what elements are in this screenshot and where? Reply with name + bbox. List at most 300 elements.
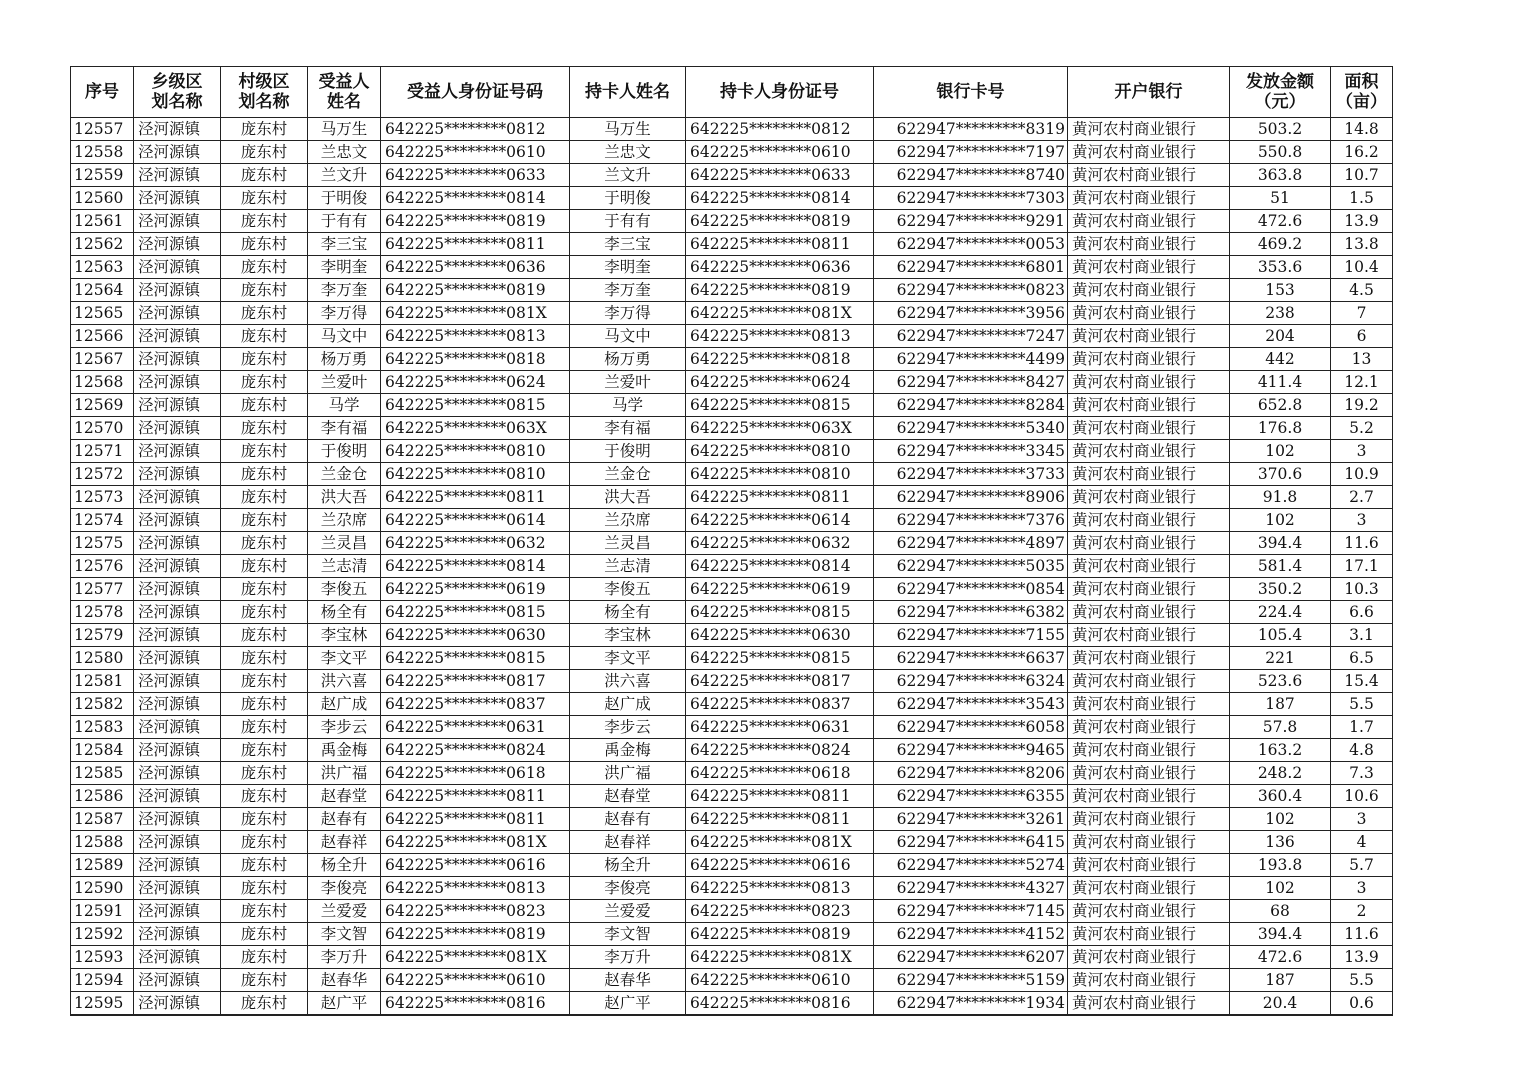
table-row xyxy=(71,532,1393,555)
cell-cardholder-id: 642225********0614 xyxy=(686,509,874,532)
cell-beneficiary: 兰金仓 xyxy=(308,463,381,486)
cell-cardholder: 兰爱叶 xyxy=(570,371,686,394)
cell-beneficiary-id: 642225********0818 xyxy=(381,348,570,371)
cell-cardholder-id: 642225********0811 xyxy=(686,808,874,831)
header-seq: 序号 xyxy=(71,67,134,118)
cell-cardholder-id: 642225********0616 xyxy=(686,854,874,877)
cell-card-number: 622947*********3956 xyxy=(874,302,1068,325)
cell-card-number: 622947*********6637 xyxy=(874,647,1068,670)
cell-cardholder-id: 642225********0815 xyxy=(686,647,874,670)
cell-beneficiary: 兰文升 xyxy=(308,164,381,187)
cell-bank: 黄河农村商业银行 xyxy=(1068,693,1230,716)
cell-beneficiary: 李万奎 xyxy=(308,279,381,302)
cell-beneficiary-id: 642225********0636 xyxy=(381,256,570,279)
cell-town: 泾河源镇 xyxy=(134,233,221,256)
cell-town: 泾河源镇 xyxy=(134,923,221,946)
table-row xyxy=(71,302,1393,325)
cell-cardholder: 马学 xyxy=(570,394,686,417)
cell-village: 庞东村 xyxy=(221,854,308,877)
cell-bank: 黄河农村商业银行 xyxy=(1068,555,1230,578)
cell-seq: 12567 xyxy=(71,348,134,371)
cell-bank: 黄河农村商业银行 xyxy=(1068,302,1230,325)
cell-bank: 黄河农村商业银行 xyxy=(1068,164,1230,187)
cell-card-number: 622947*********7155 xyxy=(874,624,1068,647)
cell-bank: 黄河农村商业银行 xyxy=(1068,486,1230,509)
cell-area: 3 xyxy=(1331,877,1393,900)
cell-cardholder-id: 642225********0819 xyxy=(686,210,874,233)
cell-beneficiary-id: 642225********0633 xyxy=(381,164,570,187)
cell-area: 15.4 xyxy=(1331,670,1393,693)
header-card-number: 银行卡号 xyxy=(874,67,1068,118)
cell-cardholder-id: 642225********0618 xyxy=(686,762,874,785)
table-row xyxy=(71,808,1393,831)
cell-card-number: 622947*********9291 xyxy=(874,210,1068,233)
cell-cardholder: 兰志清 xyxy=(570,555,686,578)
cell-cardholder: 赵春华 xyxy=(570,969,686,992)
cell-cardholder-id: 642225********0815 xyxy=(686,601,874,624)
cell-beneficiary: 兰尕席 xyxy=(308,509,381,532)
cell-beneficiary-id: 642225********081X xyxy=(381,302,570,325)
cell-amount: 102 xyxy=(1230,440,1331,463)
subsidy-table xyxy=(70,66,1393,1016)
cell-area: 10.9 xyxy=(1331,463,1393,486)
cell-amount: 503.2 xyxy=(1230,118,1331,141)
cell-town: 泾河源镇 xyxy=(134,900,221,923)
cell-town: 泾河源镇 xyxy=(134,808,221,831)
cell-bank: 黄河农村商业银行 xyxy=(1068,417,1230,440)
cell-beneficiary-id: 642225********0815 xyxy=(381,647,570,670)
cell-beneficiary: 李文平 xyxy=(308,647,381,670)
table-row xyxy=(71,854,1393,877)
cell-beneficiary-id: 642225********0810 xyxy=(381,463,570,486)
cell-town: 泾河源镇 xyxy=(134,854,221,877)
cell-seq: 12564 xyxy=(71,279,134,302)
table-row xyxy=(71,992,1393,1016)
cell-town: 泾河源镇 xyxy=(134,210,221,233)
cell-village: 庞东村 xyxy=(221,509,308,532)
cell-bank: 黄河农村商业银行 xyxy=(1068,371,1230,394)
table-row xyxy=(71,325,1393,348)
cell-village: 庞东村 xyxy=(221,877,308,900)
cell-village: 庞东村 xyxy=(221,693,308,716)
cell-seq: 12566 xyxy=(71,325,134,348)
header-cardholder: 持卡人姓名 xyxy=(570,67,686,118)
header-bank: 开户银行 xyxy=(1068,67,1230,118)
table-row xyxy=(71,923,1393,946)
cell-cardholder: 赵广成 xyxy=(570,693,686,716)
cell-card-number: 622947*********8906 xyxy=(874,486,1068,509)
cell-seq: 12577 xyxy=(71,578,134,601)
cell-bank: 黄河农村商业银行 xyxy=(1068,716,1230,739)
cell-cardholder: 李俊亮 xyxy=(570,877,686,900)
cell-seq: 12563 xyxy=(71,256,134,279)
cell-bank: 黄河农村商业银行 xyxy=(1068,670,1230,693)
cell-beneficiary-id: 642225********0811 xyxy=(381,785,570,808)
cell-amount: 105.4 xyxy=(1230,624,1331,647)
cell-beneficiary: 李文智 xyxy=(308,923,381,946)
cell-area: 16.2 xyxy=(1331,141,1393,164)
cell-town: 泾河源镇 xyxy=(134,187,221,210)
cell-bank: 黄河农村商业银行 xyxy=(1068,624,1230,647)
cell-area: 5.5 xyxy=(1331,693,1393,716)
cell-beneficiary-id: 642225********0610 xyxy=(381,141,570,164)
cell-beneficiary: 洪大吾 xyxy=(308,486,381,509)
cell-beneficiary: 赵广成 xyxy=(308,693,381,716)
cell-cardholder: 洪大吾 xyxy=(570,486,686,509)
cell-amount: 163.2 xyxy=(1230,739,1331,762)
cell-beneficiary-id: 642225********0811 xyxy=(381,486,570,509)
cell-cardholder-id: 642225********0818 xyxy=(686,348,874,371)
cell-beneficiary: 李宝林 xyxy=(308,624,381,647)
cell-beneficiary: 赵春有 xyxy=(308,808,381,831)
cell-card-number: 622947*********3345 xyxy=(874,440,1068,463)
header-beneficiary-id: 受益人身份证号码 xyxy=(381,67,570,118)
cell-cardholder-id: 642225********0823 xyxy=(686,900,874,923)
cell-area: 5.2 xyxy=(1331,417,1393,440)
cell-cardholder: 李万奎 xyxy=(570,279,686,302)
cell-amount: 193.8 xyxy=(1230,854,1331,877)
cell-bank: 黄河农村商业银行 xyxy=(1068,348,1230,371)
table-row xyxy=(71,279,1393,302)
cell-town: 泾河源镇 xyxy=(134,463,221,486)
cell-card-number: 622947*********3543 xyxy=(874,693,1068,716)
table-row xyxy=(71,624,1393,647)
cell-town: 泾河源镇 xyxy=(134,164,221,187)
cell-bank: 黄河农村商业银行 xyxy=(1068,946,1230,969)
cell-bank: 黄河农村商业银行 xyxy=(1068,440,1230,463)
cell-bank: 黄河农村商业银行 xyxy=(1068,509,1230,532)
table-row xyxy=(71,647,1393,670)
cell-card-number: 622947*********4152 xyxy=(874,923,1068,946)
cell-beneficiary: 李万得 xyxy=(308,302,381,325)
cell-cardholder-id: 642225********0631 xyxy=(686,716,874,739)
cell-bank: 黄河农村商业银行 xyxy=(1068,923,1230,946)
cell-beneficiary: 于有有 xyxy=(308,210,381,233)
cell-beneficiary-id: 642225********0624 xyxy=(381,371,570,394)
cell-village: 庞东村 xyxy=(221,601,308,624)
cell-beneficiary-id: 642225********0813 xyxy=(381,877,570,900)
cell-town: 泾河源镇 xyxy=(134,969,221,992)
cell-cardholder-id: 642225********0819 xyxy=(686,279,874,302)
header-amount: 发放金额 （元） xyxy=(1230,67,1331,118)
cell-amount: 248.2 xyxy=(1230,762,1331,785)
cell-beneficiary: 于明俊 xyxy=(308,187,381,210)
cell-beneficiary-id: 642225********0632 xyxy=(381,532,570,555)
cell-beneficiary: 马学 xyxy=(308,394,381,417)
cell-village: 庞东村 xyxy=(221,233,308,256)
cell-beneficiary-id: 642225********0630 xyxy=(381,624,570,647)
cell-village: 庞东村 xyxy=(221,969,308,992)
cell-town: 泾河源镇 xyxy=(134,302,221,325)
cell-beneficiary-id: 642225********0811 xyxy=(381,808,570,831)
cell-village: 庞东村 xyxy=(221,118,308,141)
cell-card-number: 622947*********7376 xyxy=(874,509,1068,532)
cell-seq: 12573 xyxy=(71,486,134,509)
cell-amount: 394.4 xyxy=(1230,532,1331,555)
cell-amount: 411.4 xyxy=(1230,371,1331,394)
cell-beneficiary-id: 642225********081X xyxy=(381,831,570,854)
cell-card-number: 622947*********0823 xyxy=(874,279,1068,302)
cell-cardholder: 赵广平 xyxy=(570,992,686,1016)
cell-cardholder: 兰爱爱 xyxy=(570,900,686,923)
cell-beneficiary: 兰忠文 xyxy=(308,141,381,164)
cell-area: 10.4 xyxy=(1331,256,1393,279)
cell-seq: 12588 xyxy=(71,831,134,854)
cell-town: 泾河源镇 xyxy=(134,279,221,302)
cell-card-number: 622947*********4499 xyxy=(874,348,1068,371)
cell-cardholder: 兰金仓 xyxy=(570,463,686,486)
cell-area: 3 xyxy=(1331,808,1393,831)
cell-card-number: 622947*********8740 xyxy=(874,164,1068,187)
cell-village: 庞东村 xyxy=(221,394,308,417)
table-row xyxy=(71,601,1393,624)
cell-amount: 187 xyxy=(1230,693,1331,716)
cell-village: 庞东村 xyxy=(221,302,308,325)
table-row xyxy=(71,831,1393,854)
cell-amount: 57.8 xyxy=(1230,716,1331,739)
cell-seq: 12561 xyxy=(71,210,134,233)
cell-town: 泾河源镇 xyxy=(134,440,221,463)
cell-cardholder: 马文中 xyxy=(570,325,686,348)
cell-bank: 黄河农村商业银行 xyxy=(1068,969,1230,992)
cell-village: 庞东村 xyxy=(221,256,308,279)
cell-seq: 12582 xyxy=(71,693,134,716)
table-row xyxy=(71,348,1393,371)
cell-seq: 12570 xyxy=(71,417,134,440)
cell-seq: 12590 xyxy=(71,877,134,900)
cell-cardholder-id: 642225********0813 xyxy=(686,325,874,348)
cell-bank: 黄河农村商业银行 xyxy=(1068,808,1230,831)
cell-town: 泾河源镇 xyxy=(134,417,221,440)
cell-seq: 12558 xyxy=(71,141,134,164)
table-row xyxy=(71,716,1393,739)
cell-card-number: 622947*********7247 xyxy=(874,325,1068,348)
cell-seq: 12583 xyxy=(71,716,134,739)
cell-beneficiary-id: 642225********0812 xyxy=(381,118,570,141)
cell-cardholder: 洪广福 xyxy=(570,762,686,785)
cell-card-number: 622947*********5035 xyxy=(874,555,1068,578)
cell-beneficiary: 赵春祥 xyxy=(308,831,381,854)
cell-amount: 353.6 xyxy=(1230,256,1331,279)
cell-beneficiary: 杨全有 xyxy=(308,601,381,624)
cell-beneficiary: 兰爱叶 xyxy=(308,371,381,394)
cell-area: 0.6 xyxy=(1331,992,1393,1016)
cell-beneficiary-id: 642225********0819 xyxy=(381,279,570,302)
cell-beneficiary: 马万生 xyxy=(308,118,381,141)
cell-village: 庞东村 xyxy=(221,831,308,854)
cell-beneficiary-id: 642225********0823 xyxy=(381,900,570,923)
cell-seq: 12557 xyxy=(71,118,134,141)
cell-beneficiary-id: 642225********081X xyxy=(381,946,570,969)
cell-area: 2.7 xyxy=(1331,486,1393,509)
cell-village: 庞东村 xyxy=(221,141,308,164)
cell-beneficiary: 赵广平 xyxy=(308,992,381,1016)
cell-town: 泾河源镇 xyxy=(134,992,221,1016)
cell-town: 泾河源镇 xyxy=(134,624,221,647)
cell-area: 17.1 xyxy=(1331,555,1393,578)
table-row xyxy=(71,670,1393,693)
table-row xyxy=(71,187,1393,210)
cell-village: 庞东村 xyxy=(221,371,308,394)
cell-cardholder-id: 642225********0811 xyxy=(686,233,874,256)
cell-seq: 12593 xyxy=(71,946,134,969)
cell-amount: 550.8 xyxy=(1230,141,1331,164)
cell-beneficiary-id: 642225********0819 xyxy=(381,210,570,233)
cell-village: 庞东村 xyxy=(221,210,308,233)
table-row xyxy=(71,256,1393,279)
cell-area: 3 xyxy=(1331,509,1393,532)
cell-seq: 12580 xyxy=(71,647,134,670)
cell-bank: 黄河农村商业银行 xyxy=(1068,739,1230,762)
cell-cardholder: 杨全有 xyxy=(570,601,686,624)
header-area: 面积 （亩） xyxy=(1331,67,1393,118)
cell-amount: 394.4 xyxy=(1230,923,1331,946)
table-row xyxy=(71,785,1393,808)
cell-beneficiary-id: 642225********0614 xyxy=(381,509,570,532)
cell-amount: 238 xyxy=(1230,302,1331,325)
cell-seq: 12594 xyxy=(71,969,134,992)
cell-area: 11.6 xyxy=(1331,923,1393,946)
cell-village: 庞东村 xyxy=(221,187,308,210)
cell-cardholder-id: 642225********0610 xyxy=(686,969,874,992)
cell-village: 庞东村 xyxy=(221,578,308,601)
cell-village: 庞东村 xyxy=(221,348,308,371)
cell-cardholder: 洪六喜 xyxy=(570,670,686,693)
cell-bank: 黄河农村商业银行 xyxy=(1068,532,1230,555)
table-row xyxy=(71,164,1393,187)
cell-area: 13.9 xyxy=(1331,210,1393,233)
cell-card-number: 622947*********6801 xyxy=(874,256,1068,279)
cell-bank: 黄河农村商业银行 xyxy=(1068,187,1230,210)
cell-amount: 20.4 xyxy=(1230,992,1331,1016)
cell-card-number: 622947*********6058 xyxy=(874,716,1068,739)
cell-amount: 581.4 xyxy=(1230,555,1331,578)
cell-town: 泾河源镇 xyxy=(134,946,221,969)
cell-cardholder: 杨全升 xyxy=(570,854,686,877)
cell-beneficiary-id: 642225********0814 xyxy=(381,187,570,210)
cell-area: 1.7 xyxy=(1331,716,1393,739)
cell-beneficiary: 李明奎 xyxy=(308,256,381,279)
cell-town: 泾河源镇 xyxy=(134,348,221,371)
cell-beneficiary-id: 642225********0619 xyxy=(381,578,570,601)
cell-beneficiary: 李万升 xyxy=(308,946,381,969)
table-row xyxy=(71,969,1393,992)
cell-beneficiary: 李俊五 xyxy=(308,578,381,601)
cell-area: 7 xyxy=(1331,302,1393,325)
cell-area: 3.1 xyxy=(1331,624,1393,647)
cell-area: 1.5 xyxy=(1331,187,1393,210)
cell-bank: 黄河农村商业银行 xyxy=(1068,325,1230,348)
header-cardholder-id: 持卡人身份证号 xyxy=(686,67,874,118)
cell-cardholder-id: 642225********081X xyxy=(686,946,874,969)
cell-cardholder-id: 642225********0815 xyxy=(686,394,874,417)
cell-card-number: 622947*********8427 xyxy=(874,371,1068,394)
cell-beneficiary: 洪广福 xyxy=(308,762,381,785)
cell-village: 庞东村 xyxy=(221,647,308,670)
cell-beneficiary-id: 642225********0618 xyxy=(381,762,570,785)
cell-card-number: 622947*********0053 xyxy=(874,233,1068,256)
cell-town: 泾河源镇 xyxy=(134,647,221,670)
cell-amount: 187 xyxy=(1230,969,1331,992)
cell-beneficiary-id: 642225********0814 xyxy=(381,555,570,578)
cell-cardholder: 兰文升 xyxy=(570,164,686,187)
cell-beneficiary: 马文中 xyxy=(308,325,381,348)
cell-card-number: 622947*********6324 xyxy=(874,670,1068,693)
cell-cardholder: 赵春祥 xyxy=(570,831,686,854)
cell-cardholder-id: 642225********081X xyxy=(686,302,874,325)
cell-card-number: 622947*********5274 xyxy=(874,854,1068,877)
cell-area: 13.9 xyxy=(1331,946,1393,969)
cell-cardholder: 于俊明 xyxy=(570,440,686,463)
cell-cardholder-id: 642225********0610 xyxy=(686,141,874,164)
cell-area: 5.7 xyxy=(1331,854,1393,877)
cell-area: 6 xyxy=(1331,325,1393,348)
table-row xyxy=(71,946,1393,969)
cell-beneficiary-id: 642225********063X xyxy=(381,417,570,440)
cell-town: 泾河源镇 xyxy=(134,509,221,532)
cell-amount: 442 xyxy=(1230,348,1331,371)
cell-bank: 黄河农村商业银行 xyxy=(1068,141,1230,164)
header-row xyxy=(71,67,1393,118)
cell-card-number: 622947*********6355 xyxy=(874,785,1068,808)
cell-area: 12.1 xyxy=(1331,371,1393,394)
table-row xyxy=(71,900,1393,923)
table-row xyxy=(71,693,1393,716)
cell-area: 7.3 xyxy=(1331,762,1393,785)
cell-cardholder-id: 642225********0811 xyxy=(686,785,874,808)
cell-seq: 12569 xyxy=(71,394,134,417)
cell-area: 4.8 xyxy=(1331,739,1393,762)
cell-cardholder-id: 642225********0619 xyxy=(686,578,874,601)
cell-cardholder: 李俊五 xyxy=(570,578,686,601)
cell-seq: 12592 xyxy=(71,923,134,946)
table-row xyxy=(71,555,1393,578)
cell-cardholder-id: 642225********0814 xyxy=(686,187,874,210)
cell-beneficiary: 杨万勇 xyxy=(308,348,381,371)
cell-village: 庞东村 xyxy=(221,923,308,946)
cell-card-number: 622947*********1934 xyxy=(874,992,1068,1016)
table-row xyxy=(71,486,1393,509)
cell-beneficiary: 杨全升 xyxy=(308,854,381,877)
cell-card-number: 622947*********7197 xyxy=(874,141,1068,164)
cell-bank: 黄河农村商业银行 xyxy=(1068,601,1230,624)
cell-bank: 黄河农村商业银行 xyxy=(1068,785,1230,808)
cell-cardholder-id: 642225********0630 xyxy=(686,624,874,647)
table-row xyxy=(71,877,1393,900)
cell-town: 泾河源镇 xyxy=(134,394,221,417)
cell-area: 10.7 xyxy=(1331,164,1393,187)
cell-area: 4 xyxy=(1331,831,1393,854)
header-town: 乡级区 划名称 xyxy=(134,67,221,118)
cell-cardholder-id: 642225********0837 xyxy=(686,693,874,716)
cell-beneficiary-id: 642225********0811 xyxy=(381,233,570,256)
cell-seq: 12584 xyxy=(71,739,134,762)
table-row xyxy=(71,141,1393,164)
cell-bank: 黄河农村商业银行 xyxy=(1068,210,1230,233)
cell-seq: 12589 xyxy=(71,854,134,877)
cell-seq: 12575 xyxy=(71,532,134,555)
cell-cardholder-id: 642225********081X xyxy=(686,831,874,854)
cell-cardholder-id: 642225********0812 xyxy=(686,118,874,141)
cell-village: 庞东村 xyxy=(221,486,308,509)
table-row xyxy=(71,578,1393,601)
cell-card-number: 622947*********9465 xyxy=(874,739,1068,762)
cell-area: 13 xyxy=(1331,348,1393,371)
cell-town: 泾河源镇 xyxy=(134,785,221,808)
cell-bank: 黄河农村商业银行 xyxy=(1068,118,1230,141)
cell-amount: 469.2 xyxy=(1230,233,1331,256)
cell-beneficiary-id: 642225********0815 xyxy=(381,394,570,417)
